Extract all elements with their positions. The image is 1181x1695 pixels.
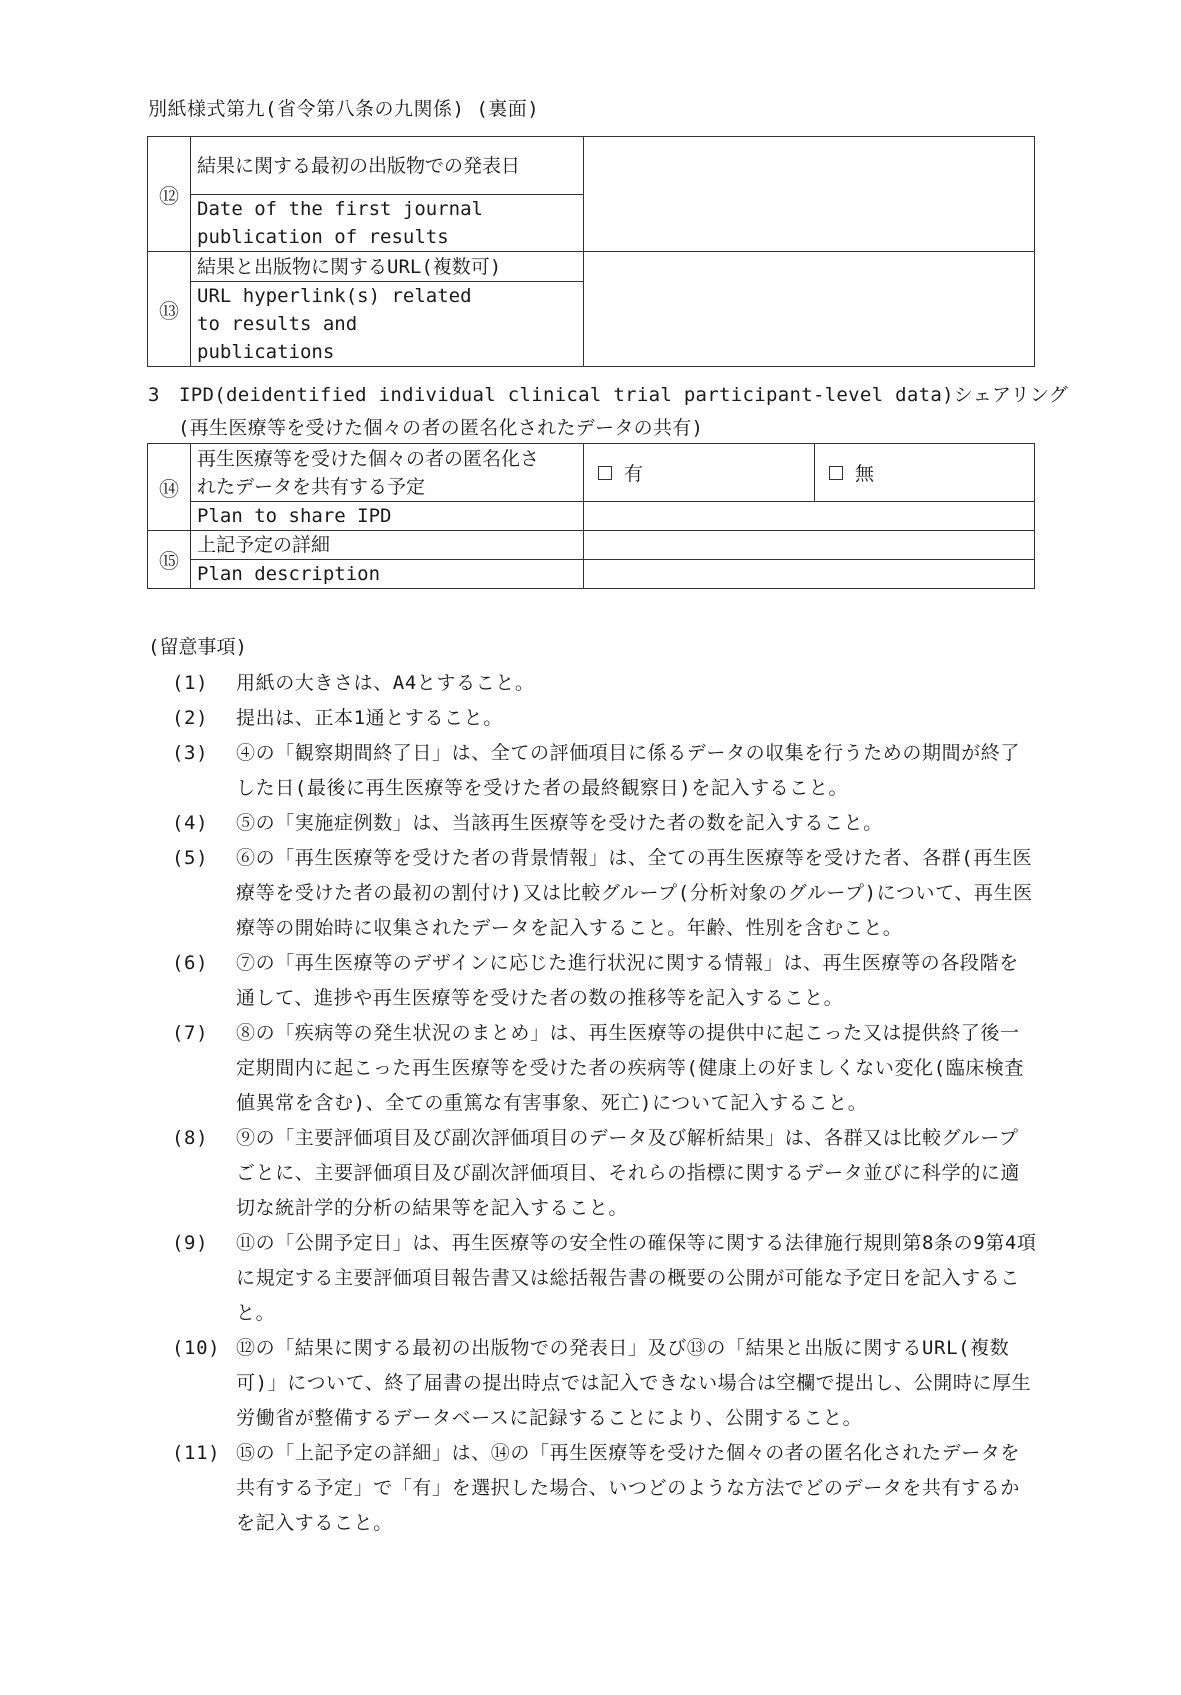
plan-description-field[interactable]	[584, 560, 1035, 589]
publication-date-field[interactable]	[584, 137, 1035, 252]
results-publication-table	[147, 136, 1035, 367]
plan-detail-field[interactable]	[584, 531, 1035, 560]
note-item: (6) ⑦の「再生医療等のデザインに応じた進行状況に関する情報」は、再生医療等の各段階を通して、進捗や再生医療等を受けた者の数の推移等を記入すること。	[172, 952, 1019, 1009]
label-en-15: Plan description	[191, 560, 584, 589]
note-item: (11) ⑮の「上記予定の詳細」は、⑭の「再生医療等を受けた個々の者の匿名化されたデータを共有する予定」で「有」を選択した場合、いつどのような方法でどのデータを共有するかを記入すること。	[172, 1442, 1021, 1534]
note-item: (5) ⑥の「再生医療等を受けた者の背景情報」は、全ての再生医療等を受けた者、各群(再生医療等を受けた者の最初の割付け)又は比較グループ(分析対象のグループ)について、再生医療等の開始時に収集されたデータを記入すること。年齢、性別を含むこと。	[172, 847, 1033, 939]
notes-list	[148, 666, 1038, 1541]
note-item: (3) ④の「観察期間終了日」は、全ての評価項目に係るデータの収集を行うための期間が終了した日(最後に再生医療等を受けた者の最終観察日)を記入すること。	[172, 742, 1021, 799]
item-number-13: ⑬	[148, 252, 191, 367]
note-item: (9) ⑪の「公開予定日」は、再生医療等の安全性の確保等に関する法律施行規則第8条の9第4項に規定する主要評価項目報告書又は総括報告書の概要の公開が可能な予定日を記入すること。	[172, 1232, 1037, 1324]
note-item: (2) 提出は、正本1通とすること。	[172, 707, 503, 729]
label-ja-14: 再生医療等を受けた個々の者の匿名化されたデータを共有する予定	[191, 444, 584, 502]
label-en-14: Plan to share IPD	[191, 502, 584, 531]
label-ja-13: 結果と出版物に関するURL(複数可)	[191, 252, 584, 282]
option-no[interactable]: 無	[815, 444, 1035, 502]
plan-share-en-field[interactable]	[584, 502, 1035, 531]
url-field[interactable]	[584, 252, 1035, 367]
item-number-15: ⑮	[148, 531, 191, 589]
section-3-title: 3 IPD(deidentified individual clinical trial participant-level data)シェアリング	[148, 384, 1069, 406]
label-en-13: URL hyperlink(s) related to results and publications	[191, 282, 584, 367]
page-header: 別紙様式第九(省令第八条の九関係) (裏面)	[148, 98, 540, 120]
label-ja-12: 結果に関する最初の出版物での発表日	[191, 137, 584, 195]
item-number-12: ⑫	[148, 137, 191, 252]
notes-title: (留意事項)	[148, 636, 247, 658]
label-en-12: Date of the first journal publication of results	[191, 195, 584, 252]
label-ja-15: 上記予定の詳細	[191, 531, 584, 560]
note-item: (4) ⑤の「実施症例数」は、当該再生医療等を受けた者の数を記入すること。	[172, 812, 883, 834]
note-item: (10) ⑫の「結果に関する最初の出版物での発表日」及び⑬の「結果と出版に関するURL(複数可)」について、終了届書の提出時点では記入できない場合は空欄で提出し、公開時に厚生労働省が整備するデータベースに記録することにより、公開すること。	[172, 1337, 1032, 1429]
ipd-sharing-table	[147, 443, 1035, 589]
section-3-subtitle: (再生医療等を受けた個々の者の匿名化されたデータの共有)	[178, 417, 704, 439]
note-item: (7) ⑧の「疾病等の発生状況のまとめ」は、再生医療等の提供中に起こった又は提供終了後一定期間内に起こった再生医療等を受けた者の疾病等(健康上の好ましくない変化(臨床検査値異常を含む)、全ての重篤な有害事象、死亡)について記入すること。	[172, 1022, 1025, 1114]
checkbox-yes-icon[interactable]	[598, 466, 612, 480]
option-yes[interactable]: 有	[584, 444, 815, 502]
checkbox-no-icon[interactable]	[829, 466, 843, 480]
note-item: (1) 用紙の大きさは、A4とすること。	[172, 672, 535, 694]
item-number-14: ⑭	[148, 444, 191, 531]
note-item: (8) ⑨の「主要評価項目及び副次評価項目のデータ及び解析結果」は、各群又は比較グループごとに、主要評価項目及び副次評価項目、それらの指標に関するデータ並びに科学的に適切な統計学的分析の結果等を記入すること。	[172, 1127, 1021, 1219]
